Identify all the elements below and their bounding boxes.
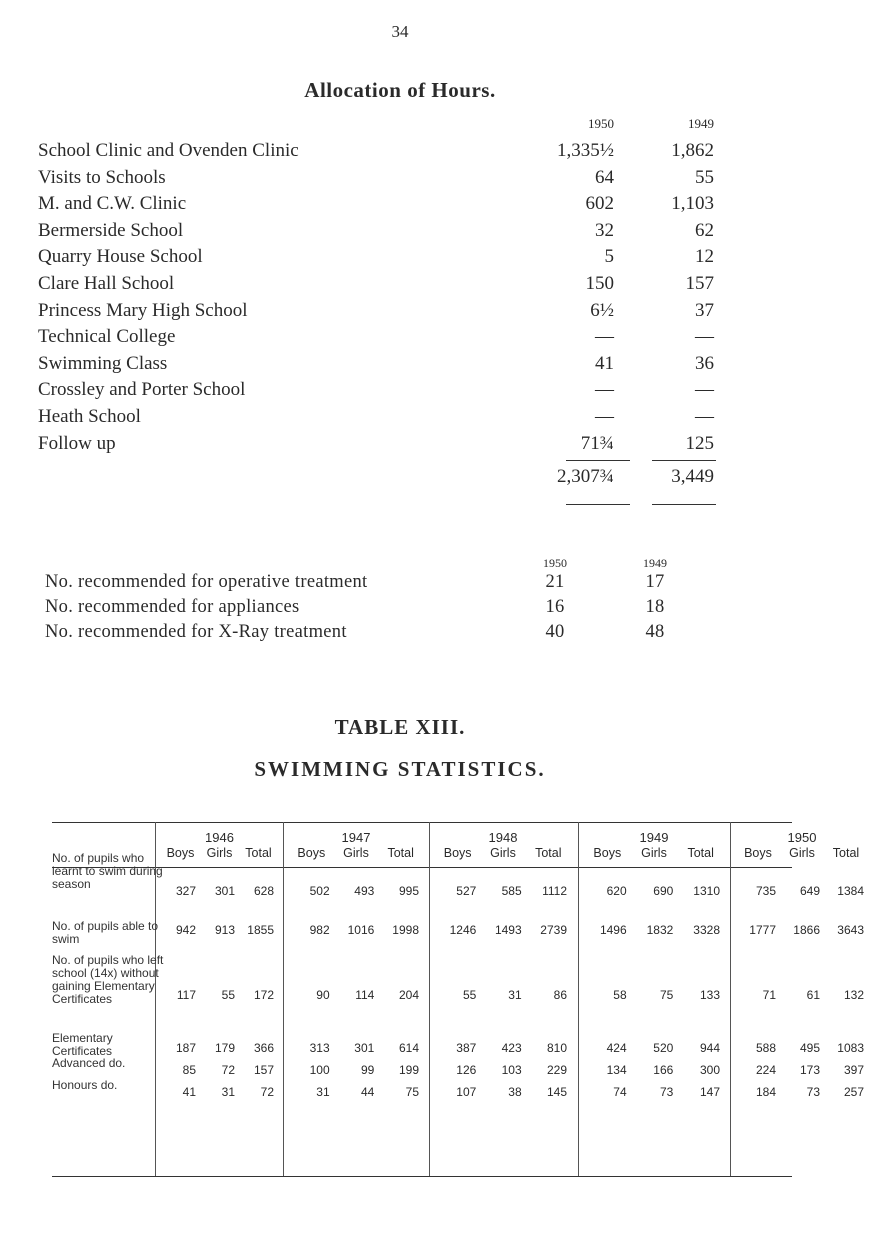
column-subheading: Boys bbox=[744, 846, 772, 860]
swimming-statistics-table bbox=[52, 822, 864, 1202]
allocation-row bbox=[38, 353, 728, 380]
column-subheading: Total bbox=[687, 846, 714, 860]
year-heading: 1950 bbox=[787, 830, 817, 845]
table-cell: 366 bbox=[253, 1041, 274, 1055]
table-cell: 72 bbox=[221, 1063, 235, 1077]
table-cell: 1384 bbox=[837, 884, 864, 898]
table-cell: 982 bbox=[309, 923, 330, 937]
table-cell: 55 bbox=[221, 988, 235, 1002]
table-cell: 147 bbox=[699, 1085, 720, 1099]
recommended-row-1949: 17 bbox=[645, 572, 665, 592]
table-cell: 502 bbox=[309, 884, 330, 898]
allocation-row-1950: 1,335½ bbox=[557, 140, 614, 161]
table-bottom-rule bbox=[52, 1176, 792, 1177]
table-cell: 424 bbox=[606, 1041, 627, 1055]
allocation-row-label: Bermerside School bbox=[38, 219, 184, 241]
allocation-row-1949: 157 bbox=[685, 272, 714, 294]
recommended-row-1950: 21 bbox=[545, 572, 565, 592]
table-cell: 735 bbox=[755, 884, 776, 898]
allocation-row-label: School Clinic and Ovenden Clinic bbox=[38, 140, 299, 161]
allocation-row bbox=[38, 246, 728, 273]
column-subheading: Girls bbox=[789, 846, 815, 860]
recommended-row bbox=[45, 622, 735, 647]
table-cell: 387 bbox=[456, 1041, 477, 1055]
allocation-col-1949: 1949 bbox=[688, 116, 714, 131]
table-cell: 31 bbox=[508, 988, 522, 1002]
table-cell: 74 bbox=[613, 1085, 627, 1099]
table-cell: 99 bbox=[360, 1063, 375, 1077]
table-cell: 493 bbox=[354, 884, 375, 898]
allocation-row-1949: 12 bbox=[695, 246, 714, 268]
table-cell: 172 bbox=[253, 988, 274, 1002]
column-subheading: Total bbox=[387, 846, 414, 860]
table-cell: 187 bbox=[175, 1041, 196, 1055]
table-cell: 3643 bbox=[837, 923, 864, 937]
table-cell: 588 bbox=[755, 1041, 776, 1055]
table-cell: 134 bbox=[606, 1063, 627, 1077]
table-cell: 585 bbox=[501, 884, 522, 898]
table-cell: 58 bbox=[613, 988, 627, 1002]
table-cell: 132 bbox=[843, 988, 864, 1002]
recommended-row bbox=[45, 597, 735, 622]
allocation-row-label: M. and C.W. Clinic bbox=[38, 193, 187, 215]
allocation-col-1950: 1950 bbox=[588, 116, 614, 131]
table-cell: 944 bbox=[699, 1041, 720, 1055]
table-cell: 55 bbox=[462, 988, 477, 1002]
table-xiii-title: TABLE XIII. bbox=[334, 715, 466, 739]
table-cell: 31 bbox=[221, 1085, 235, 1099]
recommended-table bbox=[45, 556, 735, 647]
row-label: Honours do. bbox=[52, 1078, 118, 1092]
subtotal-rule-1949 bbox=[652, 460, 716, 461]
allocation-row-1950: 64 bbox=[595, 166, 614, 188]
column-subheading: Girls bbox=[206, 846, 233, 860]
allocation-row bbox=[38, 326, 728, 353]
recommended-header bbox=[45, 556, 735, 572]
table-cell: 614 bbox=[398, 1041, 419, 1055]
table-cell: 224 bbox=[755, 1063, 776, 1077]
allocation-total-1949: 3,449 bbox=[671, 466, 714, 487]
table-cell: 690 bbox=[653, 884, 674, 898]
table-cell: 327 bbox=[175, 884, 196, 898]
allocation-row bbox=[38, 167, 728, 194]
total-rule-1950 bbox=[566, 504, 630, 505]
table-top-rule bbox=[52, 822, 792, 823]
page-number: 34 bbox=[391, 22, 409, 41]
allocation-row-1949: — bbox=[695, 326, 714, 348]
allocation-row bbox=[38, 220, 728, 247]
table-cell: 173 bbox=[799, 1063, 820, 1077]
table-cell: 75 bbox=[659, 988, 674, 1002]
allocation-row bbox=[38, 433, 728, 460]
allocation-row-1950: 71¾ bbox=[580, 432, 614, 454]
allocation-row bbox=[38, 406, 728, 433]
allocation-header bbox=[38, 116, 728, 140]
allocation-total-row bbox=[38, 466, 728, 494]
table-cell: 3328 bbox=[693, 923, 720, 937]
recommended-row-label: No. recommended for X-Ray treatment bbox=[45, 622, 347, 642]
recommended-col-1949: 1949 bbox=[643, 556, 667, 570]
allocation-row-1949: 1,103 bbox=[671, 193, 714, 215]
allocation-row-1950: 602 bbox=[585, 193, 614, 215]
year-heading: 1947 bbox=[341, 830, 371, 845]
allocation-row bbox=[38, 140, 728, 167]
table-cell: 61 bbox=[806, 988, 820, 1002]
table-cell: 114 bbox=[355, 988, 375, 1002]
table-cell: 1310 bbox=[693, 884, 720, 898]
table-cell: 527 bbox=[456, 884, 477, 898]
year-heading: 1946 bbox=[205, 830, 234, 845]
column-subheading: Girls bbox=[641, 846, 667, 860]
table-cell: 145 bbox=[546, 1085, 567, 1099]
table-cell: 199 bbox=[398, 1063, 419, 1077]
allocation-row-label: Quarry House School bbox=[38, 246, 203, 268]
table-column-divider bbox=[730, 822, 731, 1176]
table-column-divider bbox=[283, 822, 284, 1176]
table-cell: 1832 bbox=[646, 923, 674, 937]
row-label: Elementary Certificates bbox=[52, 1031, 113, 1058]
allocation-row-1950: — bbox=[595, 379, 614, 401]
table-cell: 117 bbox=[176, 988, 196, 1002]
recommended-col-1950: 1950 bbox=[543, 556, 567, 570]
allocation-row-1949: — bbox=[695, 405, 714, 427]
table-xiii-subtitle: SWIMMING STATISTICS. bbox=[254, 757, 546, 781]
table-cell: 85 bbox=[182, 1063, 196, 1077]
table-cell: 1866 bbox=[793, 923, 820, 937]
allocation-row-1950: 5 bbox=[604, 246, 614, 268]
year-heading: 1949 bbox=[639, 830, 669, 845]
row-label: No. of pupils able to swim bbox=[52, 919, 159, 946]
allocation-row bbox=[38, 300, 728, 327]
allocation-row-1949: 1,862 bbox=[671, 140, 714, 161]
table-cell: 73 bbox=[659, 1085, 674, 1099]
table-cell: 126 bbox=[456, 1063, 477, 1077]
table-cell: 107 bbox=[456, 1085, 477, 1099]
column-subheading: Boys bbox=[166, 846, 195, 860]
allocation-total-1950: 2,307¾ bbox=[557, 466, 614, 487]
recommended-row-label: No. recommended for appliances bbox=[45, 597, 300, 617]
column-subheading: Total bbox=[535, 846, 562, 860]
allocation-title: Allocation of Hours. bbox=[304, 78, 496, 102]
table-cell: 86 bbox=[553, 988, 567, 1002]
table-cell: 72 bbox=[260, 1085, 274, 1099]
column-subheading: Girls bbox=[343, 846, 369, 860]
table-cell: 913 bbox=[214, 923, 235, 937]
allocation-row-1949: 36 bbox=[695, 352, 714, 374]
table-cell: 44 bbox=[360, 1085, 375, 1099]
table-cell: 1112 bbox=[542, 884, 567, 898]
table-cell: 71 bbox=[762, 988, 776, 1002]
table-cell: 1246 bbox=[449, 923, 477, 937]
recommended-row-1949: 48 bbox=[645, 622, 665, 642]
allocation-row-1950: 150 bbox=[585, 272, 614, 294]
table-column-divider bbox=[429, 822, 430, 1176]
table-cell: 300 bbox=[699, 1063, 720, 1077]
allocation-row-1950: 41 bbox=[595, 352, 614, 374]
allocation-row bbox=[38, 193, 728, 220]
total-rule-1949 bbox=[652, 504, 716, 505]
recommended-row-label: No. recommended for operative treatment bbox=[45, 572, 368, 592]
table-cell: 179 bbox=[214, 1041, 235, 1055]
table-cell: 620 bbox=[606, 884, 627, 898]
table-cell: 257 bbox=[843, 1085, 864, 1099]
table-cell: 41 bbox=[182, 1085, 196, 1099]
allocation-row-label: Technical College bbox=[38, 326, 176, 348]
table-cell: 397 bbox=[843, 1063, 864, 1077]
allocation-row-1949: 37 bbox=[695, 299, 714, 321]
allocation-row-label: Clare Hall School bbox=[38, 272, 175, 294]
table-cell: 157 bbox=[253, 1063, 274, 1077]
table-cell: 1016 bbox=[347, 923, 375, 937]
table-cell: 1083 bbox=[837, 1041, 864, 1055]
table-cell: 133 bbox=[699, 988, 720, 1002]
column-subheading: Total bbox=[245, 846, 272, 860]
table-cell: 1777 bbox=[749, 923, 776, 937]
year-heading: 1948 bbox=[488, 830, 518, 845]
allocation-row-label: Swimming Class bbox=[38, 352, 168, 374]
table-cell: 301 bbox=[354, 1041, 375, 1055]
table-cell: 995 bbox=[398, 884, 419, 898]
recommended-row-1950: 16 bbox=[545, 597, 565, 617]
column-subheading: Total bbox=[832, 846, 860, 860]
table-cell: 75 bbox=[405, 1085, 419, 1099]
allocation-table bbox=[38, 116, 728, 459]
table-cell: 100 bbox=[309, 1063, 330, 1077]
allocation-row-1949: 55 bbox=[695, 166, 714, 188]
recommended-row-1949: 18 bbox=[645, 597, 665, 617]
column-subheading: Boys bbox=[593, 846, 622, 860]
table-cell: 810 bbox=[546, 1041, 567, 1055]
table-cell: 2739 bbox=[540, 923, 567, 937]
allocation-row bbox=[38, 379, 728, 406]
table-cell: 1493 bbox=[494, 923, 522, 937]
column-subheading: Boys bbox=[443, 846, 472, 860]
table-cell: 649 bbox=[799, 884, 820, 898]
table-cell: 31 bbox=[316, 1085, 330, 1099]
table-cell: 38 bbox=[508, 1085, 522, 1099]
allocation-row-label: Heath School bbox=[38, 405, 141, 427]
allocation-row-label: Visits to Schools bbox=[38, 166, 166, 188]
table-cell: 301 bbox=[214, 884, 235, 898]
recommended-row-1950: 40 bbox=[545, 622, 565, 642]
table-cell: 73 bbox=[806, 1085, 820, 1099]
table-cell: 229 bbox=[546, 1063, 567, 1077]
table-cell: 495 bbox=[799, 1041, 820, 1055]
allocation-row-1949: — bbox=[695, 379, 714, 401]
table-cell: 184 bbox=[755, 1085, 776, 1099]
table-cell: 90 bbox=[316, 988, 330, 1002]
allocation-row-1950: — bbox=[595, 405, 614, 427]
table-cell: 423 bbox=[501, 1041, 522, 1055]
table-cell: 1496 bbox=[599, 923, 627, 937]
table-cell: 313 bbox=[309, 1041, 330, 1055]
allocation-row-1950: — bbox=[595, 326, 614, 348]
table-cell: 942 bbox=[175, 923, 196, 937]
subtotal-rule-1950 bbox=[566, 460, 630, 461]
allocation-row-label: Crossley and Porter School bbox=[38, 379, 246, 401]
allocation-row bbox=[38, 273, 728, 300]
table-cell: 166 bbox=[653, 1063, 674, 1077]
column-subheading: Girls bbox=[490, 846, 516, 860]
table-cell: 204 bbox=[398, 988, 419, 1002]
table-column-divider bbox=[578, 822, 579, 1176]
table-cell: 628 bbox=[253, 884, 274, 898]
row-label: No. of pupils who left school (14x) without gaining Elementary Certificates bbox=[52, 953, 164, 1006]
recommended-row bbox=[45, 572, 735, 597]
table-cell: 520 bbox=[653, 1041, 674, 1055]
allocation-row-1950: 32 bbox=[595, 219, 614, 241]
allocation-row-label: Princess Mary High School bbox=[38, 299, 248, 321]
table-cell: 1855 bbox=[247, 923, 274, 937]
allocation-row-1949: 125 bbox=[685, 432, 714, 454]
column-subheading: Boys bbox=[297, 846, 326, 860]
allocation-row-1949: 62 bbox=[695, 219, 714, 241]
table-cell: 103 bbox=[501, 1063, 522, 1077]
allocation-row-1950: 6½ bbox=[590, 299, 614, 321]
row-label: No. of pupils who learnt to swim during season bbox=[52, 851, 163, 891]
table-cell: 1998 bbox=[392, 923, 419, 937]
allocation-row-label: Follow up bbox=[38, 432, 116, 454]
row-label: Advanced do. bbox=[52, 1056, 126, 1070]
